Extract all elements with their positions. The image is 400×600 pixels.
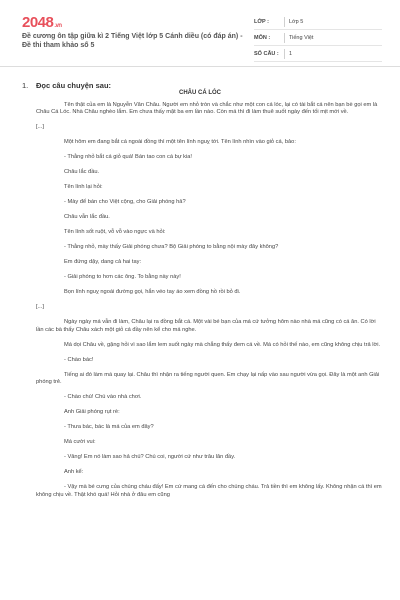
story-paragraph: - Thằng nhỏ, mày thấy Giải phóng chưa? Bộ Giải phóng to bằng nội mày đây không? [64,244,279,251]
story-paragraph: Anh kể: [64,469,84,476]
meta-value: Tiếng Việt [289,34,314,41]
story-content [36,102,382,507]
story-paragraph: Tên lính lại hỏi: [64,184,103,191]
story-paragraph: Một hôm em đang bắt cá ngoài đồng thì một tên lính nguỵ tới. Tên lính nhìn vào giỏ cá, bảo: [64,139,296,146]
document-title: Đề cương ôn tập giữa kì 2 Tiếng Việt lớp 5 Cánh diều (có đáp án) - Đề thi tham khảo số 5 [22,33,243,49]
story-paragraph: - Vậy mà bé cưng của chúng cháu đấy! Em cứ mang cá đến cho chúng cháu. Trả tiền thì em không lấy. Không nhận cá thì em không chịu về. Thật khó quá! Hỏi nhà ở đâu em cũng [36,484,382,498]
meta-value: Lớp 5 [289,18,304,25]
meta-divider [284,49,285,59]
story-paragraph: Châu vẫn lắc đầu. [64,214,110,221]
meta-label: LỚP : [254,18,269,25]
meta-divider [284,17,285,27]
question-heading [22,81,111,90]
story-paragraph: Tiếng ai đó làm má quay lại. Châu thì nhận ra tiếng người quen. Em chạy lại nấp vào sau người vừa gọi. Đây là một anh Giải phóng trẻ. [36,371,380,386]
story-paragraph: - Chào bác! [64,356,94,363]
question-prompt: Đọc câu chuyện sau: [36,81,112,90]
story-paragraph: Má cười vui: [64,439,96,446]
story-paragraph: Em đứng dậy, dang cả hai tay: [64,259,142,266]
meta-divider [284,33,285,43]
story-title: CHÂU CÁ LÓC [179,90,221,96]
story-paragraph: - Thằng nhỏ bắt cá giỏ quá! Bán tao con cá bự kia! [64,154,192,161]
site-logo[interactable]: 2048.vn [22,14,62,31]
meta-value: 1 [289,50,293,57]
story-paragraph: Ngày ngày má vẫn đi làm, Châu lại ra đồng bắt cá. Một vài bé bạn của má cứ tưởng hôm nào nhà má cũng có cá ăn. Có lời lần các bà thấy Châu xách một giỏ cá đầy nên kể cho má nghe. [36,319,376,333]
story-paragraph: Tên lính sốt ruột, vỗ vỗ vào ngực và hỏi: [64,229,166,236]
story-paragraph: [...] [36,124,44,131]
meta-subject-row [254,30,382,46]
story-paragraph: - Chào chú! Chú vào nhà chơi. [64,394,142,401]
story-paragraph: - Thưa bác, bác là má của em đây? [64,424,154,431]
meta-grade-row [254,14,382,30]
meta-label: MÔN : [254,34,271,41]
header-divider [0,66,400,67]
story-paragraph: Tên thật của em là Nguyễn Văn Châu. Người em nhỏ tròn và chắc như một con cá lóc, lại có tài bắt cá nên bạn bè gọi em là Châu Cá Lóc. Nhà Châu nghèo lắm. Em chưa thấy mặt ba em lần nào. Còn má thì đi làm thuê suốt ngày đến tối mịt mới về. [36,102,378,116]
question-number: 1. [22,81,29,90]
story-paragraph: - Mày để bán cho Việt cộng, cho Giải phóng hả? [64,199,186,206]
story-paragraph: - Vâng! Em nó làm sao hả chú? Chú coi, người cứ như trâu lăn đầy. [64,454,236,461]
meta-count-row [254,46,382,62]
meta-label: SỐ CÂU : [254,50,279,57]
story-paragraph: Châu lắc đầu. [64,169,100,176]
story-paragraph: Anh Giải phóng rụt rè: [64,409,120,416]
story-paragraph: Má dọi Châu về, gặng hỏi vì sao lắm lem suốt ngày mà chẳng thấy đem cá về. Má có hỏi thế nào, em cũng không chịu trả lời. [64,341,381,348]
story-paragraph: Bọn lính nguỵ ngoái đường gọi, hắn véo tay áo xem đồng hồ rồi bỏ đi. [64,289,241,296]
document-meta [254,14,382,62]
header [0,0,400,62]
story-paragraph: - Giải phóng to hơn các ông. To bằng này này! [64,274,181,281]
story-paragraph: [...] [36,304,44,311]
